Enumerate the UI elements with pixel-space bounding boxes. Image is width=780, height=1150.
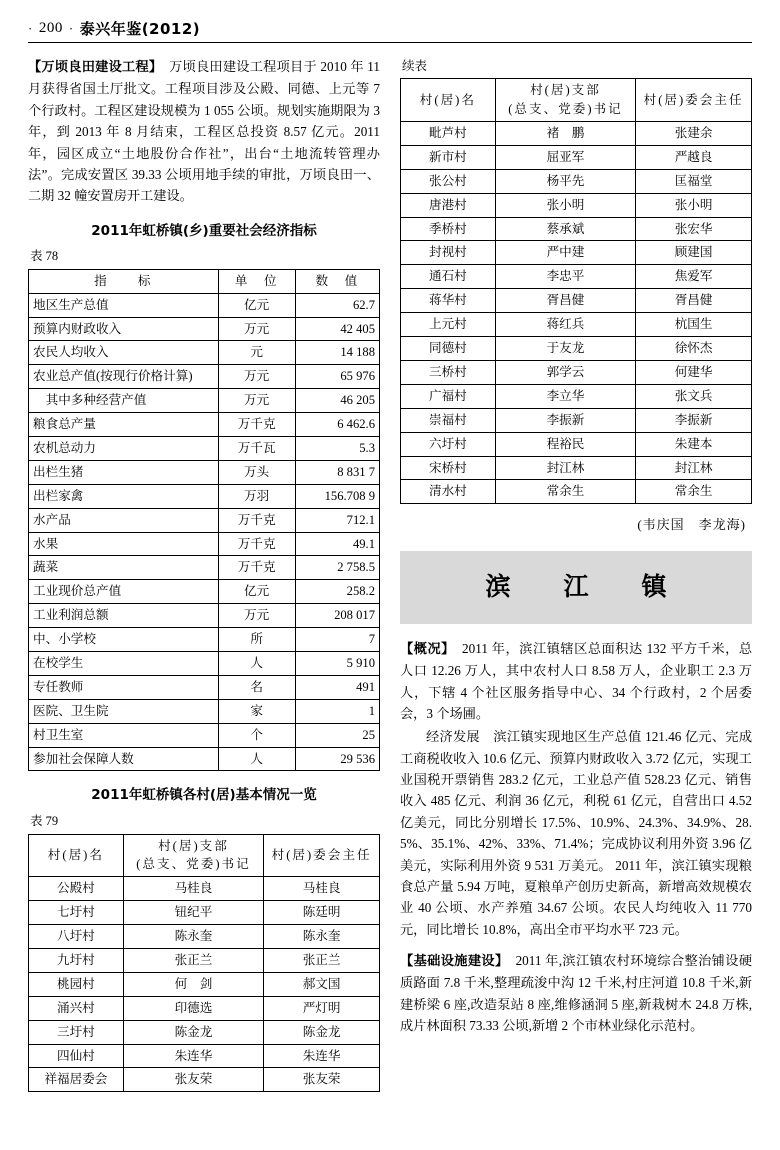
section-economy bbox=[400, 726, 752, 940]
cell-director: 陈永奎 bbox=[264, 925, 380, 949]
table-row bbox=[29, 628, 380, 652]
table-cont-col-secretary-line2: (总支、党委)书记 bbox=[508, 102, 623, 117]
table-row bbox=[29, 293, 380, 317]
cell-director: 张小明 bbox=[636, 193, 752, 217]
cell-village: 封视村 bbox=[401, 241, 496, 265]
section-heading: 【万顷良田建设工程】 bbox=[28, 60, 156, 75]
cell-indicator: 其中多种经营产值 bbox=[29, 389, 219, 413]
table78-col-indicator: 指 标 bbox=[29, 269, 219, 293]
table-row bbox=[401, 217, 752, 241]
table-row bbox=[401, 145, 752, 169]
cell-director: 严灯明 bbox=[264, 996, 380, 1020]
cell-director: 张宏华 bbox=[636, 217, 752, 241]
table-row bbox=[29, 532, 380, 556]
cell-director: 胥昌健 bbox=[636, 289, 752, 313]
cell-village: 宋桥村 bbox=[401, 456, 496, 480]
cell-value: 5.3 bbox=[295, 436, 379, 460]
table78-body bbox=[29, 293, 380, 771]
cell-secretary: 李立华 bbox=[495, 384, 635, 408]
cell-secretary: 封江林 bbox=[495, 456, 635, 480]
cell-secretary: 张小明 bbox=[495, 193, 635, 217]
table78-title: 2011年虹桥镇(乡)重要社会经济指标 bbox=[91, 222, 317, 239]
table-row bbox=[29, 556, 380, 580]
cell-secretary: 张友荣 bbox=[123, 1068, 263, 1092]
table79-col-director: 村(居)委会主任 bbox=[264, 834, 380, 877]
cell-value: 8 831 7 bbox=[295, 460, 379, 484]
table-row bbox=[29, 436, 380, 460]
infrastructure-heading: 【基础设施建设】 bbox=[400, 954, 502, 970]
cell-secretary: 朱连华 bbox=[123, 1044, 263, 1068]
cell-unit: 个 bbox=[218, 723, 295, 747]
cell-secretary: 李忠平 bbox=[495, 265, 635, 289]
cell-secretary: 张正兰 bbox=[123, 949, 263, 973]
cell-secretary: 程裕民 bbox=[495, 432, 635, 456]
cell-director: 张正兰 bbox=[264, 949, 380, 973]
cell-unit: 万头 bbox=[218, 460, 295, 484]
cell-value: 491 bbox=[295, 675, 379, 699]
cell-value: 14 188 bbox=[295, 341, 379, 365]
cell-village: 通石村 bbox=[401, 265, 496, 289]
right-column bbox=[400, 56, 752, 1039]
table-row bbox=[401, 289, 752, 313]
cell-unit: 万千克 bbox=[218, 413, 295, 437]
cell-director: 张友荣 bbox=[264, 1068, 380, 1092]
cell-secretary: 褚 鹏 bbox=[495, 122, 635, 146]
cell-unit: 万千瓦 bbox=[218, 436, 295, 460]
table-cont-body bbox=[401, 122, 752, 504]
cell-director: 顾建国 bbox=[636, 241, 752, 265]
cell-indicator: 参加社会保障人数 bbox=[29, 747, 219, 771]
table-row bbox=[401, 193, 752, 217]
header-dot-left: · bbox=[28, 20, 33, 36]
cell-village: 同德村 bbox=[401, 337, 496, 361]
cell-secretary: 印德选 bbox=[123, 996, 263, 1020]
cell-secretary: 胥昌健 bbox=[495, 289, 635, 313]
table-row bbox=[29, 341, 380, 365]
cell-village: 八圩村 bbox=[29, 925, 124, 949]
cell-director: 陈金龙 bbox=[264, 1020, 380, 1044]
cell-value: 65 976 bbox=[295, 365, 379, 389]
cell-value: 208 017 bbox=[295, 604, 379, 628]
cell-director: 张建余 bbox=[636, 122, 752, 146]
cell-village: 三桥村 bbox=[401, 360, 496, 384]
infrastructure-text: 2011 年,滨江镇农村环境综合整治铺设硬质路面 7.8 千米,整理疏浚中沟 12 千米,村庄河道 10.8 千米,新建桥梁 6 座,改造泵站 8 座,维修涵洞 5 座,新栽树木 24.8 万株,成片林面积 73.33 公顷,新增 2 个市林业绿化示范村。 bbox=[400, 953, 753, 1034]
cell-village: 涌兴村 bbox=[29, 996, 124, 1020]
cell-indicator: 出栏生猪 bbox=[29, 460, 219, 484]
cell-village: 蒋华村 bbox=[401, 289, 496, 313]
table-row bbox=[29, 317, 380, 341]
cell-unit: 万千克 bbox=[218, 556, 295, 580]
table-row bbox=[29, 699, 380, 723]
cell-value: 258.2 bbox=[295, 580, 379, 604]
cell-indicator: 粮食总产量 bbox=[29, 413, 219, 437]
cell-value: 2 758.5 bbox=[295, 556, 379, 580]
table-credit: (韦庆国 李龙海) bbox=[637, 517, 746, 533]
table-row bbox=[401, 122, 752, 146]
cell-indicator: 工业现价总产值 bbox=[29, 580, 219, 604]
cell-unit: 所 bbox=[218, 628, 295, 652]
cell-village: 九圩村 bbox=[29, 949, 124, 973]
section-banner-binjiang: 滨 江 镇 bbox=[400, 551, 752, 624]
cell-director: 匡福堂 bbox=[636, 169, 752, 193]
cell-indicator: 工业利润总额 bbox=[29, 604, 219, 628]
table-row bbox=[29, 460, 380, 484]
table-cont-col-village: 村(居)名 bbox=[401, 79, 496, 122]
table79-col-secretary bbox=[123, 834, 263, 877]
table-row bbox=[401, 480, 752, 504]
cell-unit: 元 bbox=[218, 341, 295, 365]
cell-director: 封江林 bbox=[636, 456, 752, 480]
table-row bbox=[29, 389, 380, 413]
economy-heading: 经济发展 bbox=[426, 729, 480, 745]
cell-secretary: 李振新 bbox=[495, 408, 635, 432]
cell-secretary: 常余生 bbox=[495, 480, 635, 504]
table-row bbox=[29, 413, 380, 437]
cell-value: 29 536 bbox=[295, 747, 379, 771]
table-79-village-list bbox=[28, 834, 380, 1093]
left-column bbox=[28, 56, 380, 1092]
table-row bbox=[29, 651, 380, 675]
cell-village: 三圩村 bbox=[29, 1020, 124, 1044]
book-title: 泰兴年鉴(2012) bbox=[79, 20, 201, 38]
economy-text: 滨江镇实现地区生产总值 121.46 亿元、完成工商税收收入 10.6 亿元、预算内财政收入 3.72 亿元，实现工业国税开票销售 283.2 亿元，工业总产值 528.23 亿元、销售收入 485 亿元、利润 36 亿元，利税 61 亿元，自营出口 4.52 亿美元，同比分别增长 17.5%、10.9%、24.3%、34.9%、28.5%、35.1%、42%、33%、71.4%；完成协议利用外资 3.96 亿美元，实际利用外资 9 531 万美元。 2011 年，滨江镇实现粮食总产量 5.94 万吨，夏粮单产创历史新高，新增高效规模农业 40 公顷、水产养殖 34.67 公顷。农民人均纯收入 11 770 元，同比增长 10.8%，高出全市平均水平 723 元。 bbox=[400, 729, 753, 937]
table79-number: 表 79 bbox=[30, 814, 59, 829]
cell-secretary: 严中建 bbox=[495, 241, 635, 265]
table-row bbox=[29, 949, 380, 973]
table-78-economic-indicators bbox=[28, 269, 380, 772]
cell-unit: 人 bbox=[218, 747, 295, 771]
cell-indicator: 出栏家禽 bbox=[29, 484, 219, 508]
overview-heading: 【概况】 bbox=[400, 641, 449, 657]
cell-director: 朱连华 bbox=[264, 1044, 380, 1068]
page-header bbox=[28, 18, 200, 39]
cell-director: 陈廷明 bbox=[264, 901, 380, 925]
table-row bbox=[29, 1020, 380, 1044]
table-row bbox=[401, 337, 752, 361]
cell-secretary: 陈金龙 bbox=[123, 1020, 263, 1044]
cell-village: 四仙村 bbox=[29, 1044, 124, 1068]
table-row bbox=[401, 313, 752, 337]
cell-director: 朱建本 bbox=[636, 432, 752, 456]
table78-header-row bbox=[29, 269, 380, 293]
cell-unit: 人 bbox=[218, 651, 295, 675]
cell-village: 唐港村 bbox=[401, 193, 496, 217]
table79-header-row bbox=[29, 834, 380, 877]
cell-unit: 名 bbox=[218, 675, 295, 699]
table78-col-unit: 单 位 bbox=[218, 269, 295, 293]
table79-title: 2011年虹桥镇各村(居)基本情况一览 bbox=[91, 787, 317, 804]
table78-col-value: 数 值 bbox=[295, 269, 379, 293]
table-cont-col-secretary-line1: 村(居)支部 bbox=[530, 83, 601, 98]
table-row bbox=[29, 508, 380, 532]
table-row bbox=[29, 901, 380, 925]
cell-unit: 万元 bbox=[218, 604, 295, 628]
cell-unit: 万羽 bbox=[218, 484, 295, 508]
cell-village: 七圩村 bbox=[29, 901, 124, 925]
cell-secretary: 屈亚军 bbox=[495, 145, 635, 169]
cell-director: 李振新 bbox=[636, 408, 752, 432]
cell-value: 42 405 bbox=[295, 317, 379, 341]
cell-director: 郝文国 bbox=[264, 972, 380, 996]
header-dot-right: · bbox=[68, 20, 74, 36]
cell-village: 公殿村 bbox=[29, 877, 124, 901]
cell-indicator: 水果 bbox=[29, 532, 219, 556]
cell-value: 25 bbox=[295, 723, 379, 747]
cell-indicator: 专任教师 bbox=[29, 675, 219, 699]
continued-table-label: 续表 bbox=[402, 59, 428, 73]
cell-indicator: 地区生产总值 bbox=[29, 293, 219, 317]
cell-village: 新市村 bbox=[401, 145, 496, 169]
cell-unit: 亿元 bbox=[218, 580, 295, 604]
cell-secretary: 于友龙 bbox=[495, 337, 635, 361]
cell-village: 清水村 bbox=[401, 480, 496, 504]
table-79-continued bbox=[400, 78, 752, 504]
table-row bbox=[29, 580, 380, 604]
table78-number: 表 78 bbox=[30, 249, 59, 264]
cell-unit: 家 bbox=[218, 699, 295, 723]
table-row bbox=[29, 996, 380, 1020]
table-row bbox=[29, 925, 380, 949]
table79-col-secretary-line1: 村(居)支部 bbox=[158, 838, 229, 853]
cell-indicator: 农业总产值(按现行价格计算) bbox=[29, 365, 219, 389]
cell-village: 六圩村 bbox=[401, 432, 496, 456]
section-body: 万顷良田建设工程项目于 2010 年 11 月获得省国土厅批文。工程项目涉及公殿、同德、上元等 7 个行政村。工程区建设规模为 1 055 公顷。规划实施期限为 3 年，到 2013 年 8 月结束，工程区总投资 8.57 亿元。2011 年，园区成立“土地股份合作社”，出台“土地流转管理办法”。完成安置区 39.33 公顷用地手续的审批，万顷良田一、二期 32 幢安置房开工建设。 bbox=[28, 59, 380, 204]
cell-value: 46 205 bbox=[295, 389, 379, 413]
table-row bbox=[29, 484, 380, 508]
cell-village: 毗芦村 bbox=[401, 122, 496, 146]
cell-director: 杭国生 bbox=[636, 313, 752, 337]
table-row bbox=[29, 675, 380, 699]
cell-director: 严越良 bbox=[636, 145, 752, 169]
table-row bbox=[401, 265, 752, 289]
cell-value: 1 bbox=[295, 699, 379, 723]
cell-secretary: 杨平先 bbox=[495, 169, 635, 193]
cell-indicator: 农民人均收入 bbox=[29, 341, 219, 365]
cell-secretary: 何 剑 bbox=[123, 972, 263, 996]
table-row bbox=[401, 432, 752, 456]
cell-director: 常余生 bbox=[636, 480, 752, 504]
cell-director: 马桂良 bbox=[264, 877, 380, 901]
cell-director: 张文兵 bbox=[636, 384, 752, 408]
cell-secretary: 钮纪平 bbox=[123, 901, 263, 925]
cell-village: 季桥村 bbox=[401, 217, 496, 241]
table-row bbox=[29, 365, 380, 389]
cell-indicator: 村卫生室 bbox=[29, 723, 219, 747]
cell-secretary: 蔡承斌 bbox=[495, 217, 635, 241]
table-cont-col-director: 村(居)委会主任 bbox=[636, 79, 752, 122]
cell-indicator: 中、小学校 bbox=[29, 628, 219, 652]
cell-village: 桃园村 bbox=[29, 972, 124, 996]
table-row bbox=[401, 169, 752, 193]
header-rule bbox=[28, 42, 752, 43]
cell-indicator: 农机总动力 bbox=[29, 436, 219, 460]
cell-indicator: 医院、卫生院 bbox=[29, 699, 219, 723]
section-overview bbox=[400, 638, 752, 725]
cell-indicator: 在校学生 bbox=[29, 651, 219, 675]
cell-value: 6 462.6 bbox=[295, 413, 379, 437]
cell-director: 何建华 bbox=[636, 360, 752, 384]
cell-unit: 亿元 bbox=[218, 293, 295, 317]
cell-indicator: 预算内财政收入 bbox=[29, 317, 219, 341]
cell-director: 徐怀杰 bbox=[636, 337, 752, 361]
cell-unit: 万千克 bbox=[218, 508, 295, 532]
cell-indicator: 蔬菜 bbox=[29, 556, 219, 580]
table-cont-header-row bbox=[401, 79, 752, 122]
cell-indicator: 水产品 bbox=[29, 508, 219, 532]
page-number: 200 bbox=[38, 20, 63, 36]
table79-col-secretary-line2: (总支、党委)书记 bbox=[136, 857, 251, 872]
cell-secretary: 蒋红兵 bbox=[495, 313, 635, 337]
cell-unit: 万元 bbox=[218, 317, 295, 341]
section-infrastructure bbox=[400, 950, 752, 1037]
table79-body bbox=[29, 877, 380, 1092]
cell-unit: 万千克 bbox=[218, 532, 295, 556]
cell-village: 祥福居委会 bbox=[29, 1068, 124, 1092]
cell-value: 62.7 bbox=[295, 293, 379, 317]
table-row bbox=[29, 877, 380, 901]
cell-secretary: 陈永奎 bbox=[123, 925, 263, 949]
table-row bbox=[29, 723, 380, 747]
cell-value: 5 910 bbox=[295, 651, 379, 675]
cell-value: 7 bbox=[295, 628, 379, 652]
overview-para1: 2011 年，滨江镇辖区总面积达 132 平方千米，总人口 12.26 万人，其中农村人口 8.58 万人，企业职工 2.3 万人，下辖 4 个社区服务指导中心、34 个行政村，2 个居委会，3 个场圃。 bbox=[400, 640, 753, 721]
cell-unit: 万元 bbox=[218, 389, 295, 413]
table-row bbox=[29, 1068, 380, 1092]
cell-value: 156.708 9 bbox=[295, 484, 379, 508]
table-row bbox=[401, 241, 752, 265]
table-cont-col-secretary bbox=[495, 79, 635, 122]
table-row bbox=[401, 408, 752, 432]
table-row bbox=[29, 747, 380, 771]
table-row bbox=[29, 1044, 380, 1068]
table-row bbox=[401, 360, 752, 384]
table-row bbox=[401, 384, 752, 408]
cell-value: 712.1 bbox=[295, 508, 379, 532]
cell-village: 崇福村 bbox=[401, 408, 496, 432]
table-row bbox=[29, 972, 380, 996]
section-wanqing-liangtian bbox=[28, 56, 380, 207]
table79-col-village: 村(居)名 bbox=[29, 834, 124, 877]
cell-unit: 万元 bbox=[218, 365, 295, 389]
cell-village: 张公村 bbox=[401, 169, 496, 193]
table-row bbox=[401, 456, 752, 480]
cell-secretary: 郭学云 bbox=[495, 360, 635, 384]
cell-village: 上元村 bbox=[401, 313, 496, 337]
table-row bbox=[29, 604, 380, 628]
cell-village: 广福村 bbox=[401, 384, 496, 408]
cell-secretary: 马桂良 bbox=[123, 877, 263, 901]
cell-director: 焦爱军 bbox=[636, 265, 752, 289]
cell-value: 49.1 bbox=[295, 532, 379, 556]
